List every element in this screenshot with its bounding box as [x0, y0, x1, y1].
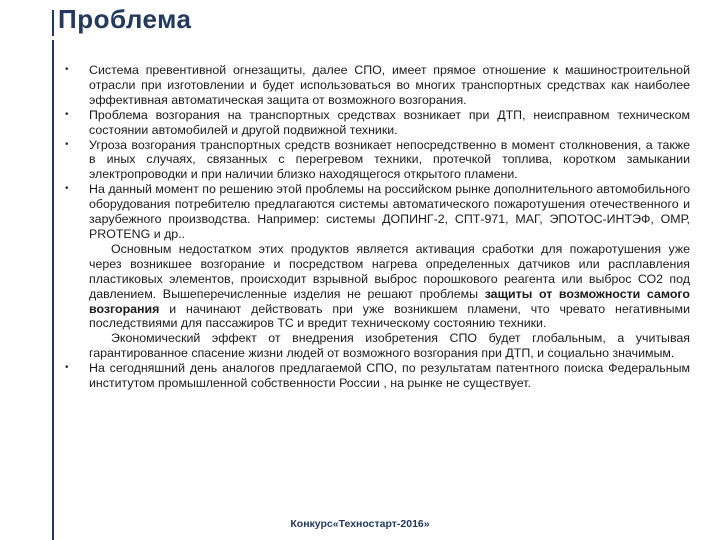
bullet-text: На сегодняшний день аналогов предлагаемой СПО, по результатам патентного поиска Федеральным институтом промышленной собственности России , на рынке не существует.	[89, 361, 690, 391]
bullet-item	[62, 138, 690, 183]
economic-effect-paragraph: Экономический эффект от внедрения изобретения СПО будет глобальным, а учитывая гарантированное спасение жизни людей от возможного возгорания при ДТП, и социально значимым.	[89, 331, 690, 361]
shortcomings-text-start: Основным недостатком этих продуктов является активация сработки для пожаротушения уже через возникшее возгорание и посредством нагрева определенных датчиков или расплавления пластиковых элементов, происходит взрывной выброс порошкового реагента или выброс СО2 под давлением. Вышеперечисленные изделия не решают проблемы	[89, 241, 690, 301]
shortcomings-paragraph	[62, 242, 690, 331]
footer-contest-label: Конкурс«Техностарт-2016»	[290, 518, 430, 530]
slide-title: Проблема	[58, 4, 192, 34]
bullet-text: Система превентивной огнезащиты, далее СПО, имеет прямое отношение к машиностроительной отрасли при изготовлении и будет использоваться во многих транспортных средствах как наиболее эффективная автоматическая защита от возможного возгорания.	[89, 63, 690, 107]
bullet-text: Угроза возгорания транспортных средств возникает непосредственно в момент столкновения, а также в иных случаях, связанных с перегревом техники, протечкой топлива, коротком замыкании электропроводки и при наличии близко находящегося открытого пламени.	[89, 137, 690, 182]
bullet-marker: •	[65, 108, 69, 120]
bullet-text: На данный момент по решению этой проблемы на российском рынке дополнительного автомобильного оборудования потребителю предлагаются системы автоматического пожаротушения отечественного и зарубежного производства. Например: системы ДОПИНГ-2, СПТ-971, МАГ, ЭПОТОС-ИНТЭФ, ОМР, PROTENG и др..	[89, 182, 690, 241]
bullet-marker: •	[65, 183, 69, 195]
shortcomings-text-end: и начинают действовать при уже возникшем пламени, что чревато негативными последствиями для пассажиров ТС и вредит техническому состоянию техники.	[89, 301, 690, 331]
bullet-marker: •	[65, 64, 69, 75]
bullet-marker: •	[65, 138, 69, 150]
bullet-item	[62, 182, 690, 242]
title-accent-bar	[52, 10, 54, 36]
bullet-item	[62, 63, 690, 108]
slide-body	[62, 63, 690, 391]
bullet-item	[62, 108, 690, 138]
shortcomings-bold-phrase: защиты от возможности самого возгорания	[89, 286, 690, 316]
bullet-marker: •	[65, 362, 69, 374]
left-vertical-rule	[52, 40, 54, 540]
bullet-text: Проблема возгорания на транспортных средствах возникает при ДТП, неисправном техническом состоянии автомобилей и другой подвижной техники.	[89, 107, 690, 137]
bullet-item	[62, 361, 690, 391]
